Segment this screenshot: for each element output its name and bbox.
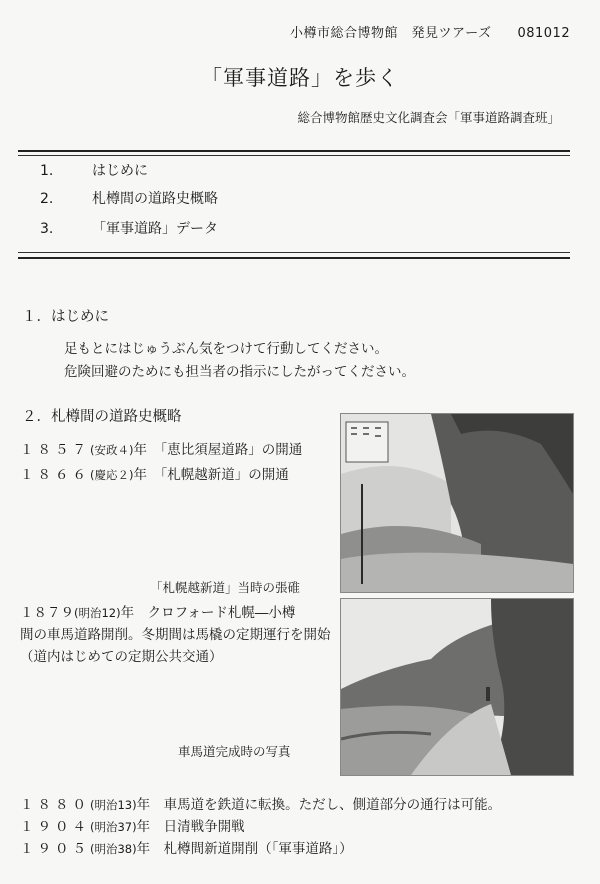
event-era: (安政４) bbox=[90, 443, 134, 457]
toc-item-label: はじめに bbox=[92, 163, 148, 179]
page-title: 「軍事道路」を歩く bbox=[201, 66, 399, 90]
timeline-event-1880 bbox=[20, 793, 501, 813]
event-year: １８６６ bbox=[20, 467, 90, 483]
page-subtitle: 総合博物館歴史文化調査会「軍事道路調査班」 bbox=[297, 110, 560, 125]
toc-item-label: 札樽間の道路史概略 bbox=[92, 191, 218, 207]
toc-item-number: 2. bbox=[40, 191, 54, 207]
event-year: １８５７ bbox=[20, 442, 90, 458]
timeline-event-1866 bbox=[20, 463, 289, 483]
toc-item-3 bbox=[40, 218, 218, 238]
event-era: (明治12) bbox=[74, 606, 121, 620]
section1-body bbox=[64, 338, 415, 384]
event-era: (明治37) bbox=[90, 820, 137, 834]
section1-line: 危険回避のためにも担当者の指示にしたがってください。 bbox=[64, 364, 415, 380]
photo-carriage-road-completion bbox=[340, 598, 574, 776]
photo-1-image bbox=[341, 414, 573, 592]
event-era: (明治13) bbox=[90, 798, 137, 812]
document-header bbox=[290, 22, 570, 41]
event-year: １９０５ bbox=[20, 841, 90, 857]
section1-line: 足もとにはじゅうぶん気をつけて行動してください。 bbox=[64, 341, 388, 357]
event-text: 年 クロフォード札幌―小樽 bbox=[120, 605, 296, 621]
event-text: 年 車馬道を鉄道に転換。ただし、側道部分の通行は可能。 bbox=[136, 797, 502, 813]
event-year: １８８０ bbox=[20, 797, 90, 813]
event-era: (慶応２) bbox=[90, 468, 134, 482]
toc-bottom-rule bbox=[18, 257, 570, 259]
event-text: 年 「恵比須屋道路」の開通 bbox=[133, 442, 303, 458]
photo2-caption: 車馬道完成時の写真 bbox=[178, 744, 291, 759]
toc-item-2 bbox=[40, 188, 218, 208]
photo-2-image bbox=[341, 599, 573, 775]
event-1879-line1 bbox=[20, 602, 350, 624]
event-year: １８７９ bbox=[20, 605, 74, 621]
toc-item-number: 1. bbox=[40, 163, 54, 179]
event-era: (明治38) bbox=[90, 842, 137, 856]
event-text: 年 「札幌越新道」の開通 bbox=[133, 467, 289, 483]
toc-item-number: 3. bbox=[40, 221, 54, 237]
event-text: 年 札樽間新道開削（「軍事道路」） bbox=[136, 841, 353, 857]
toc-top-rule bbox=[18, 150, 570, 152]
timeline-event-1904 bbox=[20, 815, 245, 835]
event-year: １９０４ bbox=[20, 819, 90, 835]
toc-item-label: 「軍事道路」データ bbox=[92, 221, 218, 237]
photo1-caption: 「札幌越新道」当時の張碓 bbox=[150, 580, 301, 595]
event-1879-line3: （道内はじめての定期公共交通） bbox=[20, 649, 223, 665]
event-text: 年 日清戦争開戦 bbox=[136, 819, 245, 835]
event-1879-line2: 間の車馬道路開削。冬期間は馬橇の定期運行を開始 bbox=[20, 627, 331, 643]
timeline-event-1905 bbox=[20, 837, 353, 857]
toc-top-rule-thin bbox=[18, 155, 570, 156]
photo-harikusu-historic bbox=[340, 413, 574, 593]
toc-bottom-rule-thin bbox=[18, 252, 570, 253]
timeline-event-1857 bbox=[20, 438, 302, 458]
timeline-event-1879 bbox=[20, 602, 350, 668]
section1-heading: １．はじめに bbox=[22, 309, 109, 325]
section2-heading: ２．札樽間の道路史概略 bbox=[22, 409, 182, 425]
toc-item-1 bbox=[40, 160, 148, 180]
header-code: 081012 bbox=[517, 26, 571, 41]
header-org: 小樽市総合博物館 発見ツアーズ bbox=[290, 26, 492, 41]
